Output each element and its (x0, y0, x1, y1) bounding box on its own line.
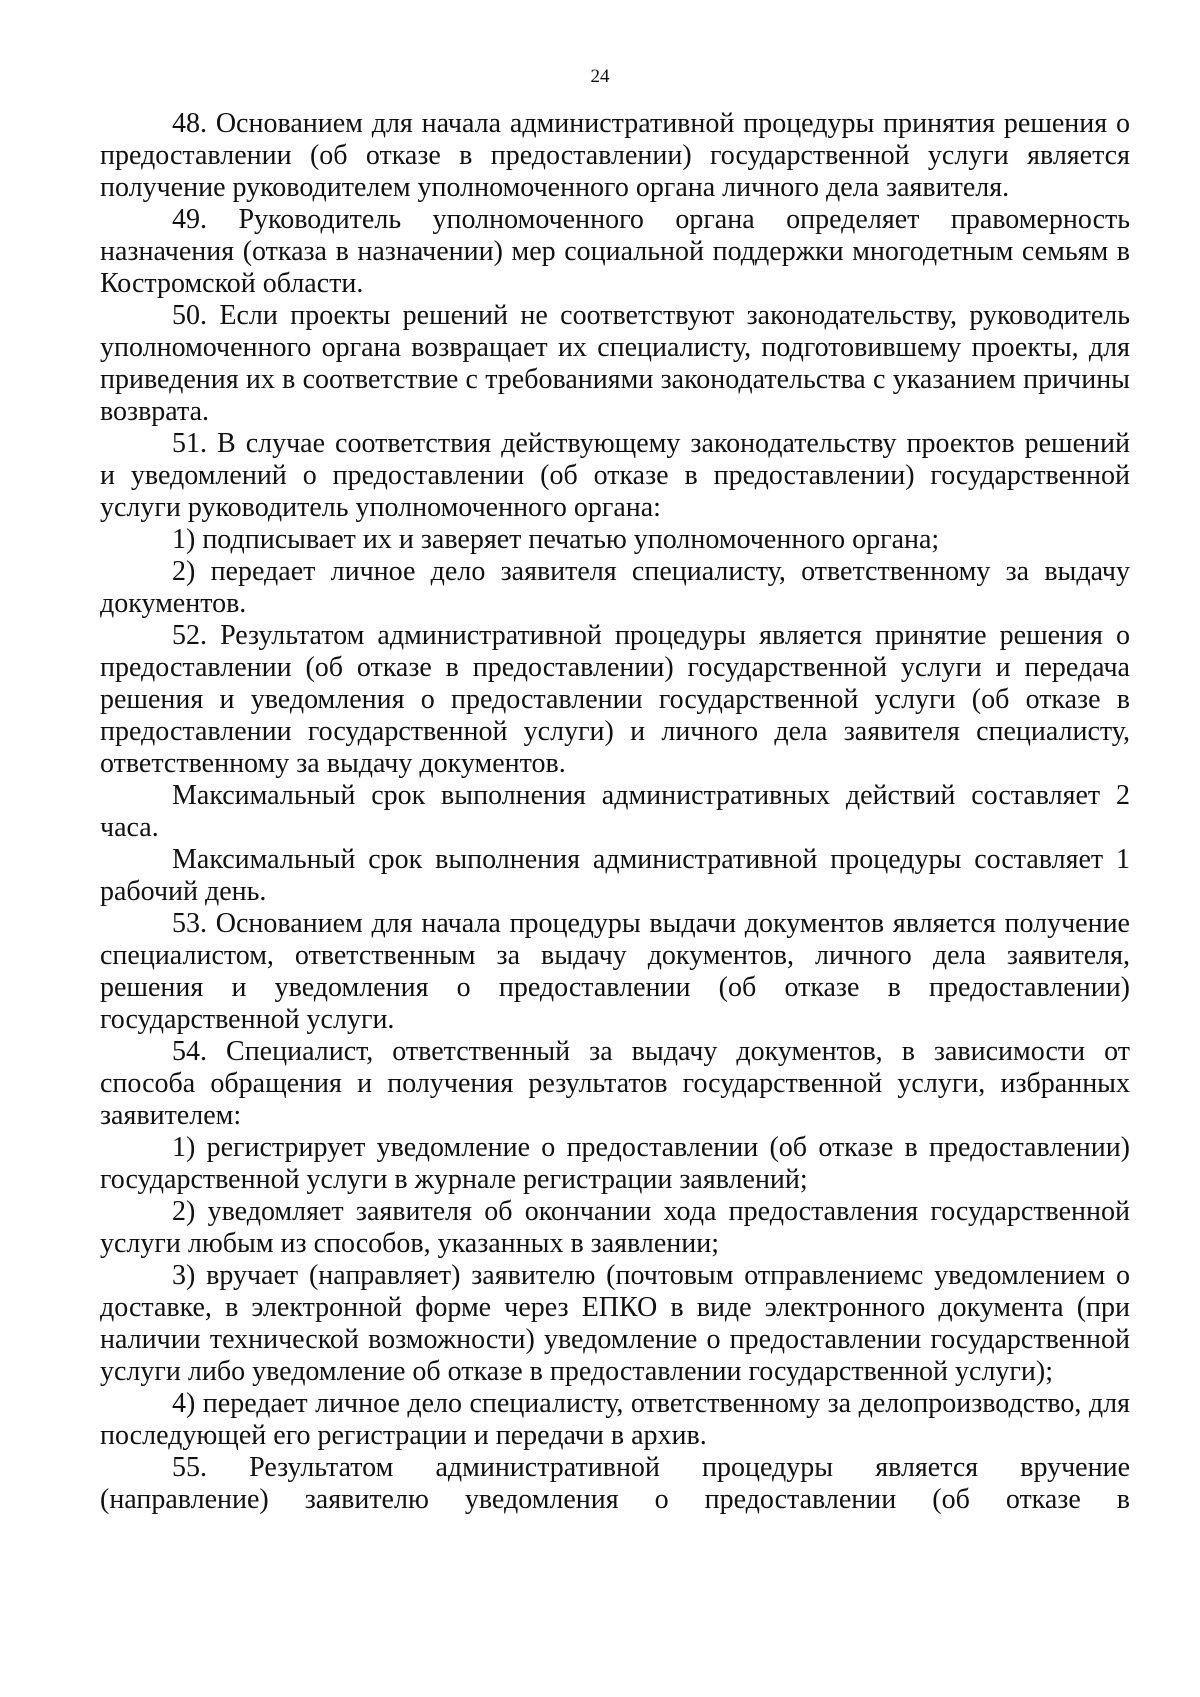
paragraph-54-item-2: 2) уведомляет заявителя об окончании хода предоставления государственной услуги любым из способов, указанных в заявлении; (100, 1196, 1130, 1259)
paragraph-53: 53. Основанием для начала процедуры выдачи документов является получение специалистом, ответственным за выдачу документов, личного дела заявителя, решения и уведомления о предоставлении (об отказе в предоставлении) государственной услуги. (100, 908, 1130, 1035)
paragraph-51-item-1: 1) подписывает их и заверяет печатью уполномоченного органа; (172, 524, 940, 555)
paragraph-54-item-4: 4) передает личное дело специалисту, ответственному за делопроизводство, для последующей его регистрации и передачи в архив. (100, 1388, 1130, 1451)
paragraph-51: 51. В случае соответствия действующему законодательству проектов решений и уведомлений о предоставлении (об отказе в предоставлении) государственной услуги руководитель уполномоченного органа: (100, 428, 1130, 523)
paragraph-51-item-2: 2) передает личное дело заявителя специалисту, ответственному за выдачу документов. (100, 556, 1130, 619)
paragraph-55: 55. Результатом административной процедуры является вручение (направление) заявителю уведомления о предоставлении (об отказе в (100, 1452, 1130, 1515)
paragraph-52: 52. Результатом административной процедуры является принятие решения о предоставлении (об отказе в предоставлении) государственной услуги и передача решения и уведомления о предоставлении государственной услуги (об отказе в предоставлении государственной услуги) и личного дела заявителя специалисту, ответственному за выдачу документов. (100, 620, 1130, 779)
paragraph-54-item-3: 3) вручает (направляет) заявителю (почтовым отправлениемс уведомлением о доставке, в электронной форме через ЕПКО в виде электронного документа (при наличии технической возможности) уведомление о предоставлении государственной услуги либо уведомление об отказе в предоставлении государственной услуги); (100, 1260, 1130, 1387)
paragraph-max-actions-time: Максимальный срок выполнения административных действий составляет 2 часа. (100, 780, 1130, 843)
page-number: 24 (590, 66, 610, 87)
paragraph-max-procedure-time: Максимальный срок выполнения административной процедуры составляет 1 рабочий день. (100, 844, 1130, 907)
paragraph-54-item-1: 1) регистрирует уведомление о предоставлении (об отказе в предоставлении) государственной услуги в журнале регистрации заявлений; (100, 1132, 1130, 1195)
paragraph-54: 54. Специалист, ответственный за выдачу документов, в зависимости от способа обращения и получения результатов государственной услуги, избранных заявителем: (100, 1036, 1130, 1131)
paragraph-48: 48. Основанием для начала административной процедуры принятия решения о предоставлении (об отказе в предоставлении) государственной услуги является получение руководителем уполномоченного органа личного дела заявителя. (100, 108, 1130, 203)
paragraph-50: 50. Если проекты решений не соответствуют законодательству, руководитель уполномоченного органа возвращает их специалисту, подготовившему проекты, для приведения их в соответствие с требованиями законодательства с указанием причины возврата. (100, 300, 1130, 427)
paragraph-49: 49. Руководитель уполномоченного органа определяет правомерность назначения (отказа в назначении) мер социальной поддержки многодетным семьям в Костромской области. (100, 204, 1130, 299)
document-body (100, 108, 1130, 1516)
